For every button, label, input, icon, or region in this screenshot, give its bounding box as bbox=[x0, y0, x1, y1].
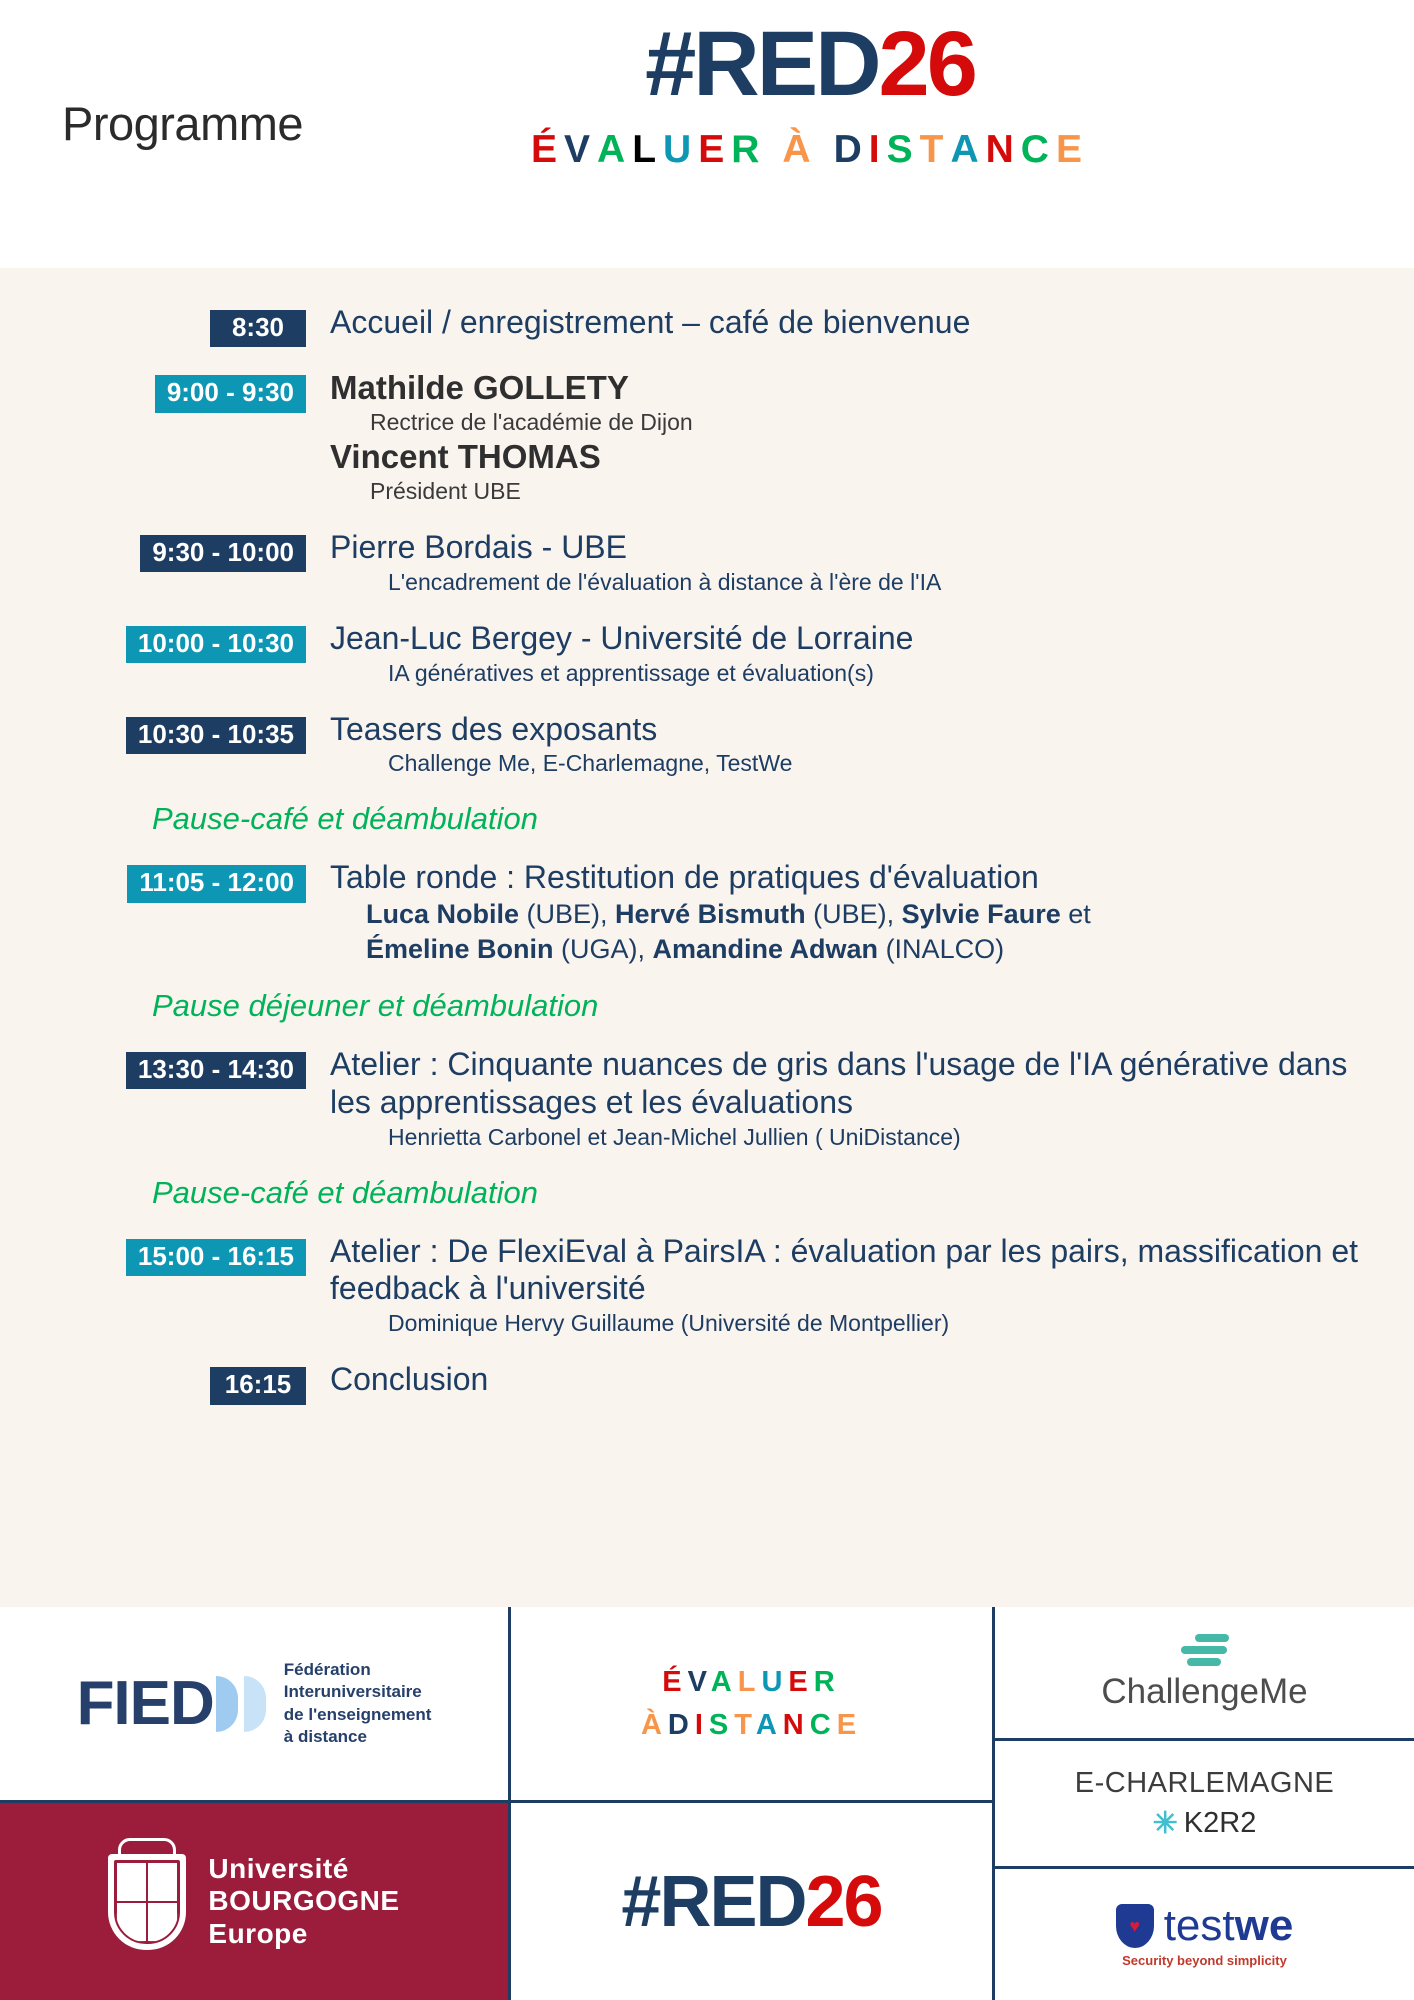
subtitle-letter: N bbox=[985, 128, 1021, 171]
ube-name bbox=[208, 1853, 399, 1950]
speaker-role: Président UBE bbox=[370, 478, 521, 505]
k2r2-logo bbox=[1153, 1806, 1257, 1841]
time-badge: 9:30 - 10:00 bbox=[140, 535, 306, 572]
session-title: Table ronde : Restitution de pratiques d'évaluation bbox=[330, 859, 1039, 896]
session-subtitle: Challenge Me, E-Charlemagne, TestWe bbox=[388, 750, 793, 777]
testwe-wordmark bbox=[1164, 1901, 1294, 1951]
red26-logo bbox=[420, 13, 1200, 171]
schedule-pause-row bbox=[0, 801, 1414, 837]
schedule-pause-row bbox=[0, 988, 1414, 1024]
shield-icon: ♥ bbox=[1116, 1904, 1154, 1948]
subtitle-letter: A bbox=[597, 128, 633, 171]
speaker-name: Vincent THOMAS bbox=[330, 438, 601, 476]
footer-hash-glyph: # bbox=[621, 1861, 660, 1942]
footer-evaluer-logo bbox=[511, 1607, 992, 1803]
panelist-affiliation: (INALCO) bbox=[878, 933, 1005, 964]
subtitle-letter: T bbox=[734, 1708, 756, 1741]
time-badge: 10:00 - 10:30 bbox=[126, 626, 306, 663]
footer-subtitle-line-1 bbox=[641, 1661, 862, 1703]
footer-subtitle-line-2 bbox=[641, 1704, 862, 1746]
subtitle-letter: É bbox=[531, 128, 565, 171]
session-title: Teasers des exposants bbox=[330, 710, 658, 747]
session-title: Atelier : De FlexiEval à PairsIA : évaluation par les pairs, massification et feedback à l'université bbox=[330, 1232, 1358, 1307]
fied-arcs-icon bbox=[216, 1676, 266, 1732]
session-content bbox=[330, 529, 1374, 598]
subtitle-letter: E bbox=[1055, 128, 1089, 171]
footer-subtitle-block bbox=[641, 1661, 862, 1745]
panelist-name: Émeline Bonin bbox=[366, 933, 554, 964]
panelist-affiliation: (UGA), bbox=[553, 933, 653, 964]
challengeme-label: ChallengeMe bbox=[1101, 1671, 1308, 1711]
schedule-row bbox=[0, 859, 1414, 966]
subtitle-letter: I bbox=[694, 1708, 709, 1741]
subtitle-letter: E bbox=[836, 1708, 863, 1741]
speaker-role: Rectrice de l'académie de Dijon bbox=[370, 409, 693, 436]
panelist-affiliation: (UBE), bbox=[519, 899, 616, 930]
time-badge: 13:30 - 14:30 bbox=[126, 1052, 306, 1089]
schedule-row bbox=[0, 304, 1414, 347]
time-badge: 15:00 - 16:15 bbox=[126, 1239, 306, 1276]
subtitle-letter: U bbox=[663, 128, 699, 171]
subtitle-letter: L bbox=[632, 128, 664, 171]
footer-middle-column bbox=[508, 1607, 995, 2000]
time-column bbox=[68, 369, 330, 412]
session-title: Atelier : Cinquante nuances de gris dans l'usage de l'IA générative dans les apprentissages et les évaluations bbox=[330, 1046, 1348, 1120]
sponsor-footer bbox=[0, 1607, 1414, 2000]
time-column bbox=[68, 1361, 330, 1404]
session-content bbox=[330, 304, 1374, 342]
panelist-name: Luca Nobile bbox=[366, 899, 520, 930]
red-word: RED bbox=[693, 13, 879, 115]
page-title: Programme bbox=[62, 97, 304, 150]
ube-logo bbox=[0, 1803, 508, 2000]
k2r2-label: K2R2 bbox=[1183, 1806, 1257, 1839]
schedule-row bbox=[0, 1361, 1414, 1404]
subtitle-letter: E bbox=[698, 128, 732, 171]
schedule-pause-row bbox=[0, 1175, 1414, 1211]
time-badge: 9:00 - 9:30 bbox=[155, 375, 306, 412]
time-badge: 11:05 - 12:00 bbox=[127, 865, 306, 902]
session-content bbox=[330, 1046, 1374, 1153]
time-badge: 16:15 bbox=[210, 1367, 306, 1404]
footer-left-column bbox=[0, 1607, 508, 2000]
subtitle-letter: V bbox=[564, 128, 598, 171]
footer-red26-logo bbox=[511, 1803, 992, 2000]
subtitle-letter: À bbox=[640, 1708, 668, 1741]
challengeme-logo bbox=[995, 1607, 1414, 1741]
ube-line-3: Europe bbox=[208, 1917, 308, 1949]
footer-year-number: 26 bbox=[805, 1861, 882, 1942]
subtitle-letter: C bbox=[1020, 128, 1056, 171]
subtitle-letter: C bbox=[809, 1708, 837, 1741]
testwe-tagline: Security beyond simplicity bbox=[1122, 1953, 1287, 1968]
evaluer-a-distance-subtitle bbox=[420, 130, 1200, 169]
subtitle-letter: D bbox=[667, 1708, 695, 1741]
k2r2-mark-icon: ✳ bbox=[1152, 1806, 1178, 1840]
session-title: Jean-Luc Bergey - Université de Lorraine bbox=[330, 619, 914, 656]
subtitle-letter: I bbox=[868, 128, 887, 171]
time-column bbox=[68, 529, 330, 572]
fied-text: FIED bbox=[76, 1669, 214, 1738]
session-title: Conclusion bbox=[330, 1361, 489, 1398]
footer-red-word: RED bbox=[659, 1861, 806, 1942]
session-content bbox=[330, 369, 1374, 507]
time-column bbox=[68, 859, 330, 902]
session-content bbox=[330, 620, 1374, 689]
fied-tagline-line: à distance bbox=[283, 1726, 367, 1746]
red26-wordmark bbox=[420, 13, 1200, 115]
panelist-affiliation: (UBE), bbox=[805, 899, 902, 930]
footer-right-column bbox=[995, 1607, 1414, 2000]
subtitle-letter: É bbox=[662, 1666, 688, 1699]
pause-label: Pause-café et déambulation bbox=[152, 1174, 539, 1210]
echarlemagne-label: E-CHARLEMAGNE bbox=[1074, 1766, 1335, 1799]
session-subtitle: IA génératives et apprentissage et évaluation(s) bbox=[388, 659, 874, 686]
year-number: 26 bbox=[878, 13, 975, 115]
schedule-row bbox=[0, 711, 1414, 780]
panelist-affiliation: et bbox=[1060, 899, 1091, 930]
time-column bbox=[68, 620, 330, 663]
panelist-name: Sylvie Faure bbox=[901, 899, 1061, 930]
panelist-name: Hervé Bismuth bbox=[615, 899, 806, 930]
panelist-line bbox=[330, 932, 1374, 967]
schedule-row bbox=[0, 369, 1414, 507]
testwe-part-a: test bbox=[1163, 1901, 1235, 1950]
schedule-row bbox=[0, 1046, 1414, 1153]
footer-red26-wordmark bbox=[621, 1861, 881, 1943]
schedule-row bbox=[0, 620, 1414, 689]
time-badge: 8:30 bbox=[210, 310, 306, 347]
fied-wordmark bbox=[77, 1668, 266, 1739]
time-badge: 10:30 - 10:35 bbox=[126, 717, 306, 754]
subtitle-letter: T bbox=[919, 128, 951, 171]
time-column bbox=[68, 711, 330, 754]
session-content bbox=[330, 711, 1374, 780]
subtitle-letter: S bbox=[708, 1708, 735, 1741]
session-content bbox=[330, 1361, 1374, 1399]
session-title: Pierre Bordais - UBE bbox=[330, 528, 627, 565]
fied-tagline-line: de l'enseignement bbox=[283, 1704, 432, 1724]
echarlemagne-logo bbox=[995, 1741, 1414, 1869]
hash-glyph: # bbox=[645, 13, 694, 115]
time-column bbox=[68, 304, 330, 347]
testwe-part-b: we bbox=[1234, 1901, 1294, 1950]
session-title: Accueil / enregistrement – café de bienvenue bbox=[330, 304, 971, 340]
session-subtitle: Henrietta Carbonel et Jean-Michel Jullien ( UniDistance) bbox=[388, 1123, 961, 1150]
session-content bbox=[330, 859, 1374, 966]
subtitle-letter: R bbox=[813, 1666, 841, 1699]
fied-tagline bbox=[284, 1659, 432, 1747]
ube-line-1: Université bbox=[208, 1852, 349, 1884]
session-subtitle: Dominique Hervy Guillaume (Université de Montpellier) bbox=[388, 1310, 950, 1337]
session-subtitle: L'encadrement de l'évaluation à distance à l'ère de l'IA bbox=[388, 568, 942, 595]
testwe-logo bbox=[995, 1869, 1414, 2000]
subtitle-letter: V bbox=[687, 1666, 711, 1699]
fied-logo bbox=[0, 1607, 508, 1803]
schedule-list bbox=[0, 268, 1414, 1607]
schedule-row bbox=[0, 1233, 1414, 1340]
session-content bbox=[330, 1233, 1374, 1340]
schedule-row bbox=[0, 529, 1414, 598]
subtitle-letter: A bbox=[755, 1708, 783, 1741]
subtitle-letter: A bbox=[950, 128, 986, 171]
time-column bbox=[68, 1233, 330, 1276]
time-column bbox=[68, 1046, 330, 1089]
panelist-name: Amandine Adwan bbox=[652, 933, 879, 964]
subtitle-letter: U bbox=[761, 1666, 789, 1699]
pause-label: Pause-café et déambulation bbox=[152, 801, 539, 837]
fied-tagline-line: Interuniversitaire bbox=[283, 1682, 422, 1702]
ube-crest-icon bbox=[108, 1854, 186, 1950]
challengeme-bars-icon bbox=[1181, 1634, 1229, 1666]
subtitle-letter: A bbox=[710, 1666, 738, 1699]
subtitle-letter: N bbox=[782, 1708, 810, 1741]
subtitle-letter: L bbox=[737, 1666, 762, 1699]
speaker-name: Mathilde GOLLETY bbox=[330, 369, 629, 407]
subtitle-letter: S bbox=[886, 128, 920, 171]
subtitle-letter: R bbox=[731, 128, 767, 171]
panelist-line bbox=[330, 897, 1374, 932]
poster-header bbox=[0, 0, 1414, 268]
ube-line-2: BOURGOGNE bbox=[208, 1885, 400, 1917]
subtitle-letter: E bbox=[788, 1666, 814, 1699]
fied-tagline-line: Fédération bbox=[283, 1660, 371, 1680]
subtitle-letter: D bbox=[833, 128, 869, 171]
subtitle-letter: À bbox=[782, 128, 818, 171]
pause-label: Pause déjeuner et déambulation bbox=[152, 988, 599, 1024]
